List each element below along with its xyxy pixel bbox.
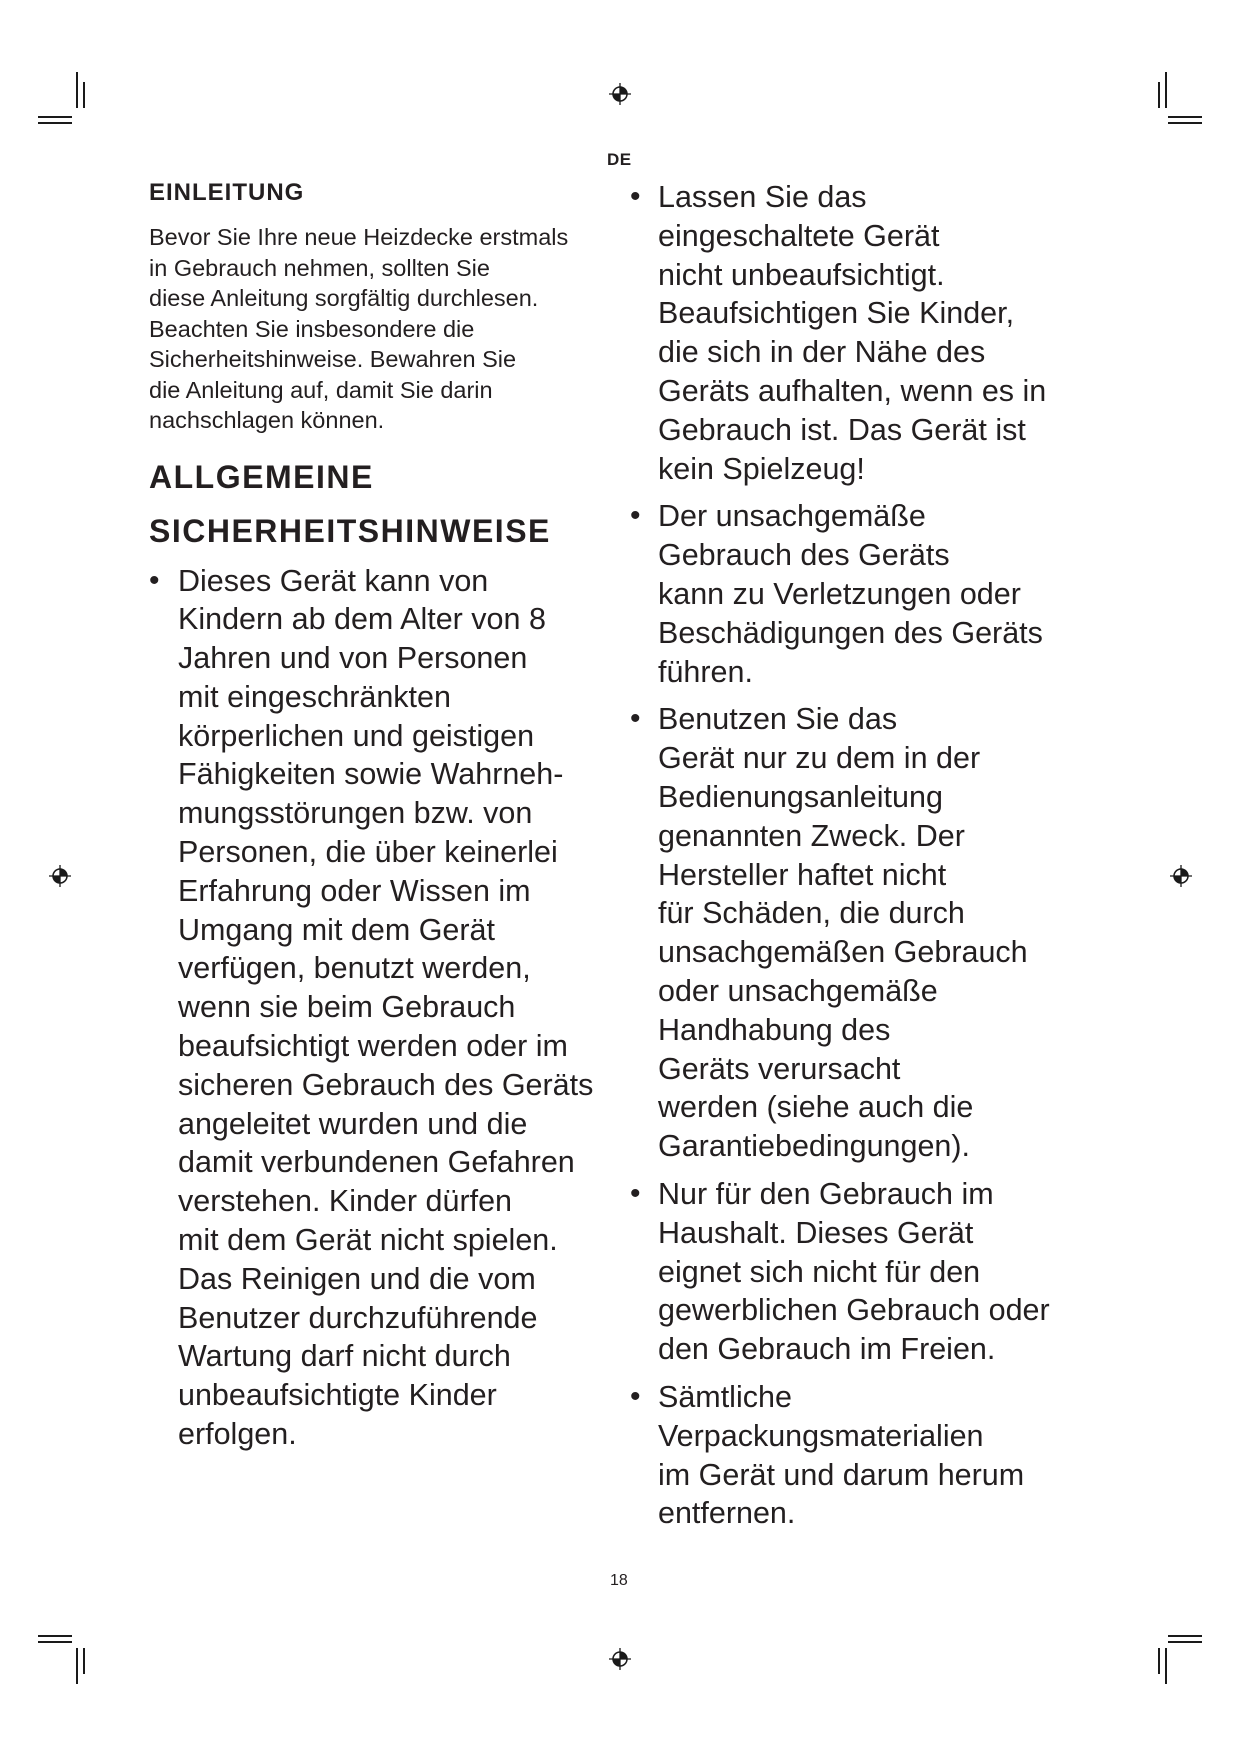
safety-list-left (149, 562, 619, 1454)
list-item-text: Sämtliche Verpackungsmaterialien im Gerät und darum herum entfernen. (658, 1379, 1025, 1531)
registration-mark-icon (609, 1648, 631, 1670)
registration-mark-icon (1170, 865, 1192, 887)
list-item-text: Der unsachgemäße Gebrauch des Geräts kann zu Verletzungen oder Beschädigungen des Geräts führen. (658, 499, 1043, 689)
introduction-text: Bevor Sie Ihre neue Heizdecke erstmals in Gebrauch nehmen, sollten Sie diese Anleitung sorgfältig durchlesen. Beachten Sie insbesondere die Sicherheitshinweise. Bewahren Sie die Anleitung auf, damit Sie darin nachschlagen können. (149, 224, 569, 433)
bullet-icon: • (630, 180, 641, 213)
introduction-heading: EINLEITUNG (149, 179, 305, 206)
safety-list-right (630, 178, 1090, 1533)
bullet-icon: • (630, 702, 641, 736)
list-item (630, 1378, 1090, 1533)
list-item (630, 700, 1090, 1166)
list-item-text: Nur für den Gebrauch im Haushalt. Dieses Gerät eignet sich nicht für den gewerblichen Gebrauch oder den Gebrauch im Freien. (658, 1176, 1050, 1367)
list-item (149, 562, 619, 1454)
language-label: DE (607, 150, 632, 169)
list-item-text: Dieses Gerät kann von Kindern ab dem Alter von 8 Jahren und von Personen mit eingeschränkten körperlichen und geistigen Fähigkeiten sowie Wahrneh- mungsstörungen bzw. von Personen, die über keinerlei Erfahrung oder Wissen im Umgang mit dem Gerät verfügen, benutzt werden, wenn sie beim Gebrauch beaufsichtigt werden oder im sicheren Gebrauch des Geräts angeleitet wurden und die damit verbundenen Gefahren verstehen. Kinder dürfen mit dem Gerät nicht spielen. Das Reinigen und die vom Benutzer durchzuführende Wartung darf nicht durch unbeaufsichtigte Kinder erfolgen. (178, 563, 594, 1452)
list-item (630, 497, 1090, 691)
page-number: 18 (610, 1572, 628, 1589)
registration-mark-icon (609, 83, 631, 105)
left-column (149, 178, 619, 1462)
registration-mark-icon (49, 865, 71, 887)
list-item (630, 1175, 1090, 1369)
safety-heading: ALLGEMEINE SICHERHEITSHINWEISE (149, 458, 551, 549)
bullet-icon: • (630, 1176, 641, 1210)
bullet-icon: • (630, 1379, 641, 1413)
bullet-icon: • (630, 499, 641, 533)
list-item (630, 178, 1090, 488)
right-column (630, 178, 1090, 1542)
list-item-text: Benutzen Sie das Gerät nur zu dem in der Bedienungsanleitung genannten Zweck. Der Hersteller haftet nicht für Schäden, die durch unsachgemäßen Gebrauch oder unsachgemäße Handhabung des Geräts verursacht werden (siehe auch die Garantiebedingungen). (658, 702, 1028, 1164)
bullet-icon: • (149, 563, 160, 597)
list-item-text: Lassen Sie das eingeschaltete Gerät nicht unbeaufsichtigt. Beaufsichtigen Sie Kinder, die sich in der Nähe des Geräts aufhalten, wenn es in Gebrauch ist. Das Gerät ist kein Spielzeug! (658, 180, 1047, 486)
